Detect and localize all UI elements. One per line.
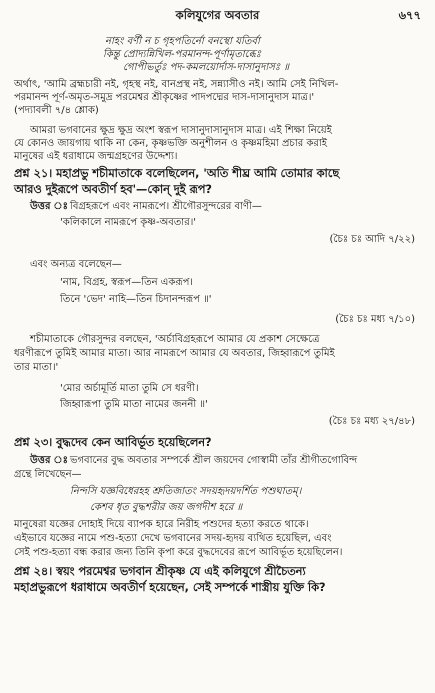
verse-line: গোপীভর্তুঃ পদ-কমলয়োর্দাস-দাসানুদাসঃ ॥ xyxy=(123,62,290,73)
quote-line: 'নাম, বিগ্রহ, স্বরূপ—তিন একরূপ। xyxy=(60,277,193,288)
verse-line: নিন্দসি যজ্ঞবিধেরহহ শ্রুতিজাতং সদয়হৃদয়দর্শিত পশুঘাতম্। xyxy=(70,486,302,497)
verse-line: নাহং বর্ণী ন চ গৃহপতির্নো বনস্থো যতির্বা xyxy=(105,36,260,47)
answer-text: ভগবানের বুদ্ধ অবতার সম্পর্কে শ্রীল জয়দেব গোস্বামী তাঁর শ্রীগীতগোবিন্দ xyxy=(70,455,358,466)
answer-label: উত্তর ঃ xyxy=(30,201,68,212)
paragraph-line: এবং অন্যত্র বলেছেন— xyxy=(30,259,122,270)
quote-line: জিহ্বারূপা তুমি মাতা নামের জননী ॥' xyxy=(60,399,208,410)
paragraph-line: এইভাবে যজ্ঞের নামে পশু-হত্যা দেখে ভগবানের সদয়-হৃদয় ব্যথিত হয়েছিল, এবং xyxy=(14,533,332,544)
citation: (চৈঃ চঃ মধ্য ৭/১০) xyxy=(335,314,415,325)
paragraph-line: (পদ্যাবলী ৭/৪ শ্লোক) xyxy=(14,105,99,116)
paragraph-line: তার মাতা।' xyxy=(14,362,59,373)
citation: (চৈঃ চঃ আদি ৭/২২) xyxy=(329,234,415,245)
quote-line: তিনে 'ভেদ' নাহি—তিন চিদানন্দরূপ ॥' xyxy=(60,294,212,305)
citation: (চৈঃ চঃ মধ্য ২৭/৪৮) xyxy=(328,416,415,427)
question-21-line: আরও দুইরূপে অবতীর্ণ হব'—কোন্ দুই রূপ? xyxy=(14,183,212,196)
question-23: প্রশ্ন ২৩। বুদ্ধদেব কেন আবির্ভূত হয়েছিলেন? xyxy=(14,436,212,449)
question-24-line: প্রশ্ন ২৪। স্বয়ং পরমেশ্বর ভগবান শ্রীকৃষ্ণ যে এই কলিযুগে শ্রীচৈতন্য xyxy=(14,565,306,578)
question-24-line: মহাপ্রভুরূপে ধরাধামে অবতীর্ণ হয়েছেন, সেই সম্পর্কে শাস্ত্রীয় যুক্তি কি? xyxy=(14,581,326,594)
paragraph-line: মানুষের এই ধরাধামে জন্মগ্রহণের উদ্দেশ্য। xyxy=(14,151,178,162)
answer-label: উত্তর ঃ xyxy=(30,455,68,466)
paragraph-line: যে কোনও জায়গায় থাকি না কেন, কৃষ্ণভক্তি অনুশীলন ও কৃষ্ণমহিমা প্রচার করাই xyxy=(14,138,328,149)
page-number: ৬৭৭ xyxy=(398,8,421,22)
quote-line: 'মোর অর্চামূর্তি মাতা তুমি সে ধরণী। xyxy=(60,383,199,394)
paragraph-line: অর্থাৎ, 'আমি ব্রহ্মচারী নই, গৃহস্থ নই, বানপ্রস্থ নই, সন্ন্যাসীও নই। আমি সেই নিখিল- xyxy=(14,79,339,90)
quote-line: 'কলিকালে নামরূপে কৃষ্ণ-অবতার।' xyxy=(60,217,197,228)
answer-text: বিগ্রহরূপে এবং নামরূপে। শ্রীগৌরসুন্দরের বাণী— xyxy=(70,201,262,212)
paragraph-line: পরমানন্দ পূর্ণ-অমৃত-সমুদ্র পরমেশ্বর শ্রীকৃষ্ণের পাদপদ্মের দাস-দাসানুদাস মাত্র।' xyxy=(14,92,315,103)
question-21-line: প্রশ্ন ২১। মহাপ্রভু শচীমাতাকে বলেছিলেন, 'অতি শীঘ্র আমি তোমার কাছে xyxy=(14,167,340,180)
paragraph-line: সেই পশু-হত্যা বন্ধ করার জন্য তিনি কৃপা করে বুদ্ধদেবের রূপে আবির্ভূত হয়েছিলেন। xyxy=(14,547,343,558)
verse-line: কিন্তু প্রোদ্যন্নিখিল-পরমানন্দ-পূর্ণামৃতাব্ধেঃ xyxy=(103,49,262,60)
paragraph-line: শচীমাতাকে গৌরসুন্দর বলছেন, 'অর্চাবিগ্রহরূপে আমার যে প্রকাশ সেক্ষেত্রে xyxy=(30,334,320,345)
answer-text: গ্রন্থে লিখেছেন— xyxy=(14,469,82,480)
running-header-title: কলিযুগের অবতার xyxy=(175,8,260,22)
paragraph-line: ধরণীরূপে তুমিই আমার মাতা। আর নামরূপে আমার যে অবতার, জিহ্বারূপে তুমিই xyxy=(14,348,335,359)
paragraph-line: আমরা ভগবানের ক্ষুদ্র ক্ষুদ্র অংশ স্বরূপ দাসানুদাসানুদাস মাত্র। এই শিক্ষা নিয়েই xyxy=(30,125,332,136)
paragraph-line: মানুষেরা যজ্ঞের দোহাই দিয়ে ব্যাপক হারে নিরীহ পশুদের হত্যা করতে থাকে। xyxy=(14,519,309,530)
verse-line: কেশব ধৃত বুদ্ধশরীর জয় জগদীশ হরে ॥ xyxy=(90,502,243,513)
